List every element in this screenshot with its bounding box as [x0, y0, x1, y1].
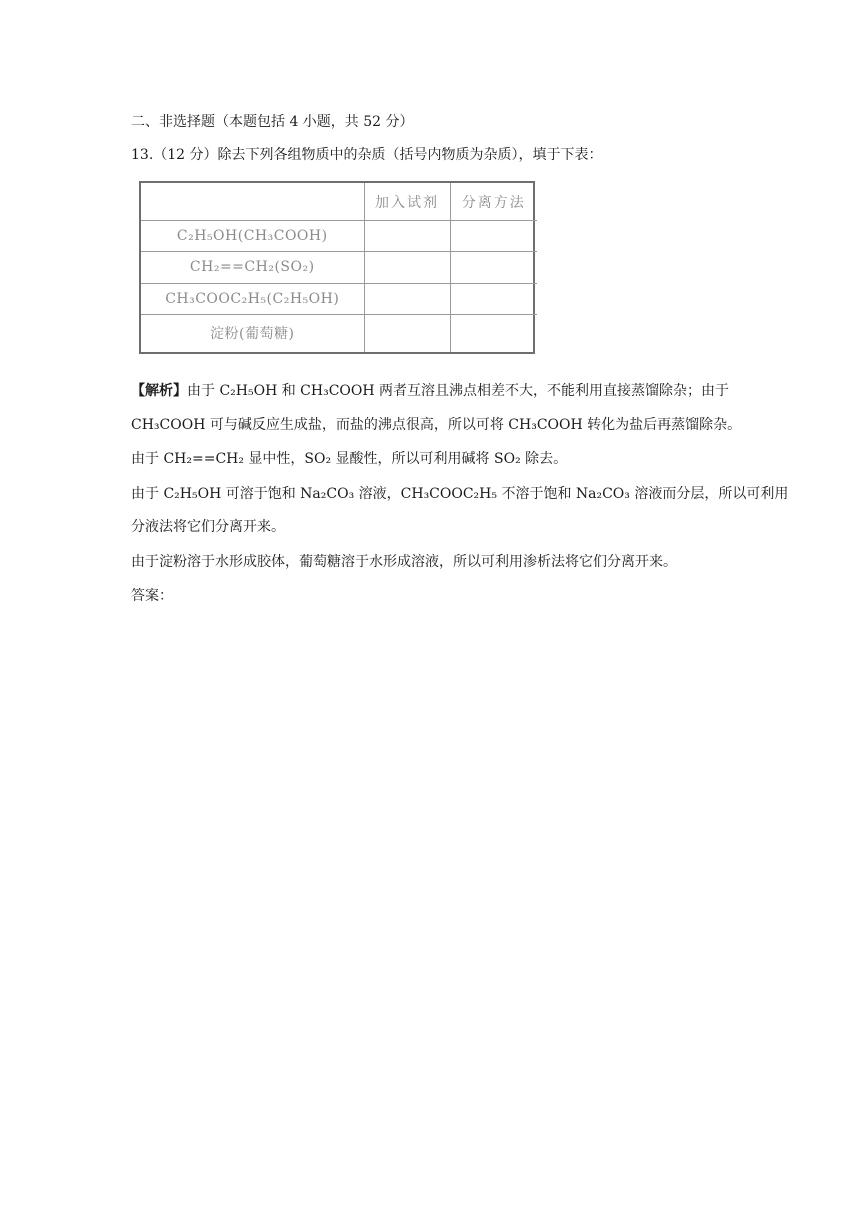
analysis-label: 【解析】: [131, 383, 187, 399]
analysis-text-1: 由于 C₂H₅OH 和 CH₃COOH 两者互溶且沸点相差不大，不能利用直接蒸馏除杂；由于: [187, 383, 730, 399]
table-header-row: [141, 183, 537, 221]
answer-label: 答案：: [131, 588, 173, 604]
substance-cell: CH₃COOC₂H₅(C₂H₅OH): [141, 283, 364, 314]
header-cell-method: 分离方法: [450, 183, 537, 221]
method-cell: [450, 221, 537, 252]
substance-cell: 淀粉(葡萄糖): [141, 314, 364, 352]
table-row: [141, 314, 537, 352]
table-row: [141, 252, 537, 283]
question-13: 13.（12 分）除去下列各组物质中的杂质（括号内物质为杂质），填于下表：: [131, 147, 603, 163]
reagent-cell: [364, 314, 450, 352]
method-cell: [450, 283, 537, 314]
header-cell-substance: [141, 183, 364, 221]
section-heading: 二、非选择题（本题包括 4 小题，共 52 分）: [131, 114, 414, 130]
analysis-line-3: 由于 CH₂==CH₂ 显中性，SO₂ 显酸性，所以可利用碱将 SO₂ 除去。: [131, 451, 568, 467]
substance-cell: CH₂==CH₂(SO₂): [141, 252, 364, 283]
reagent-cell: [364, 221, 450, 252]
reagent-cell: [364, 252, 450, 283]
analysis-line-4: 由于 C₂H₅OH 可溶于饱和 Na₂CO₃ 溶液，CH₃COOC₂H₅ 不溶于饱和 Na₂CO₃ 溶液而分层，所以可利用: [131, 486, 789, 502]
analysis-line-2: CH₃COOH 可与碱反应生成盐，而盐的沸点很高，所以可将 CH₃COOH 转化为盐后再蒸馏除杂。: [131, 417, 742, 433]
analysis-line-1: [131, 381, 729, 401]
reagent-cell: [364, 283, 450, 314]
table-row: [141, 283, 537, 314]
method-cell: [450, 314, 537, 352]
analysis-line-5: 分液法将它们分离开来。: [131, 519, 285, 535]
substance-cell: C₂H₅OH(CH₃COOH): [141, 221, 364, 252]
header-cell-reagent: 加入试剂: [364, 183, 450, 221]
impurity-table: [139, 181, 535, 354]
table-row: [141, 221, 537, 252]
method-cell: [450, 252, 537, 283]
analysis-line-6: 由于淀粉溶于水形成胶体，葡萄糖溶于水形成溶液，所以可利用渗析法将它们分离开来。: [131, 554, 677, 570]
